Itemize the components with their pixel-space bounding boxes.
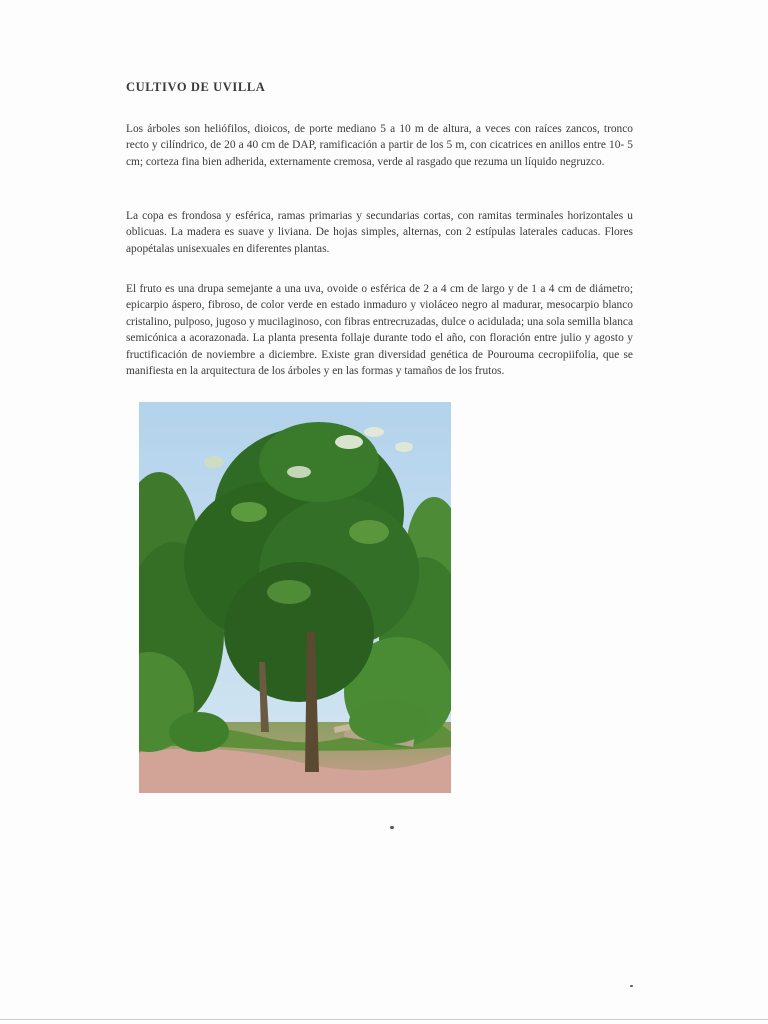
paragraph-fruit-description: El fruto es una drupa semejante a una uva, ovoide o esférica de 2 a 4 cm de largo y de 1 a 4 cm de diámetro; epicarpio áspero, fibroso, de color verde en estado inmaduro y violáceo negro al madurar, mesocarpio blanco cristalino, pulposo, jugoso y mucilaginoso, con fibras entrecruzadas, dulce o acidulada; una sola semilla blanca semicónica a acorazonada. La planta presenta follaje durante todo el año, con floración entre julio y agosto y fructificación de noviembre a diciembre. Existe gran diversidad genética de Pourouma cecropiifolia, que se manifiesta en la arquitectura de los árboles y en las formas y tamaños de los frutos. (126, 283, 633, 378)
scan-edge-line (0, 1019, 768, 1020)
scan-speck (390, 826, 394, 829)
scan-speck (630, 985, 633, 987)
uvilla-tree-photo (139, 402, 451, 793)
paragraph-tree-description: Los árboles son heliófilos, dioicos, de porte mediano 5 a 10 m de altura, a veces con raíces zancos, tronco recto y cilíndrico, de 20 a 40 cm de DAP, ramificación a partir de los 5 m, con cicatrices en anillos entre 10- 5 cm; corteza fina bien adherida, externamente cremosa, verde al rasgado que rezuma un líquido negruzco. (126, 123, 633, 168)
document-title: CULTIVO DE UVILLA (126, 80, 266, 94)
paragraph-crown-description: La copa es frondosa y esférica, ramas primarias y secundarias cortas, con ramitas terminales horizontales u oblicuas. La madera es suave y liviana. De hojas simples, alternas, con 2 estípulas laterales caducas. Flores apopétalas unisexuales en diferentes plantas. (126, 210, 633, 255)
